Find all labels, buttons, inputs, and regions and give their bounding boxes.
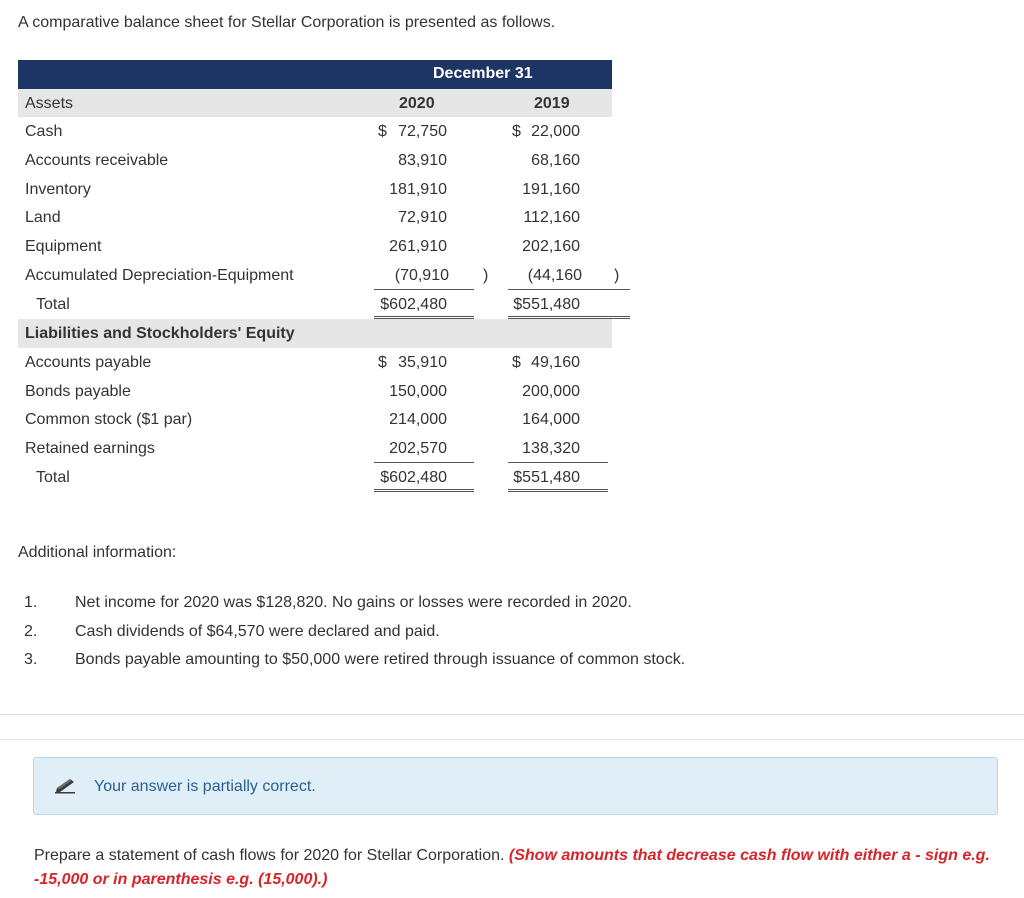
section-divider <box>0 739 1024 740</box>
notice-message: Your answer is partially correct. <box>94 778 316 795</box>
table-row <box>18 203 612 232</box>
close-paren: ) <box>483 266 489 284</box>
additional-info-title: Additional information: <box>18 544 177 561</box>
total-label: Total <box>36 295 70 313</box>
row-label: Common stock ($1 par) <box>25 411 193 429</box>
header-row-years <box>18 89 612 118</box>
table-row <box>18 261 620 290</box>
currency-symbol: $ <box>378 123 387 141</box>
row-label: Land <box>25 209 61 227</box>
close-paren: ) <box>614 266 620 284</box>
table-row <box>18 348 612 377</box>
header-row-december <box>18 60 612 89</box>
total-2020: $602,480 <box>380 295 447 313</box>
currency-symbol: $ <box>512 353 521 371</box>
value-2020: 261,910 <box>389 238 447 256</box>
section-header-liabilities <box>18 319 612 348</box>
value-2019: (44,160 <box>527 266 582 284</box>
section-divider <box>0 714 1024 715</box>
table-row <box>18 405 612 434</box>
value-2020: 72,910 <box>398 209 447 227</box>
question-prompt <box>34 844 1009 892</box>
list-text: Cash dividends of $64,570 were declared and paid. <box>75 622 440 640</box>
double-underline <box>374 489 474 492</box>
value-2019: 202,160 <box>522 238 580 256</box>
value-2019: 68,160 <box>531 152 580 170</box>
row-label: Inventory <box>25 180 91 198</box>
list-text: Net income for 2020 was $128,820. No gains or losses were recorded in 2020. <box>75 594 632 611</box>
table-row-total <box>18 290 612 319</box>
currency-symbol: $ <box>378 353 387 371</box>
double-underline <box>508 316 630 319</box>
row-label: Accounts payable <box>25 353 152 371</box>
row-label: Bonds payable <box>25 382 131 400</box>
row-label: Retained earnings <box>25 439 155 457</box>
value-2019: 191,160 <box>522 180 580 198</box>
assets-heading: Assets <box>25 94 74 112</box>
balance-sheet-table <box>18 60 620 491</box>
table-row <box>18 434 612 463</box>
table-row <box>18 117 612 146</box>
value-2020: (70,910 <box>394 266 449 284</box>
row-label: Equipment <box>25 238 102 256</box>
year-2019-header: 2019 <box>534 94 570 112</box>
list-text: Bonds payable amounting to $50,000 were retired through issuance of common stock. <box>75 651 686 668</box>
list-number: 3. <box>24 651 38 668</box>
row-label: Cash <box>25 123 63 141</box>
value-2020: 202,570 <box>389 439 447 457</box>
value-2020: 35,910 <box>398 353 447 371</box>
december-header: December 31 <box>433 65 533 82</box>
value-2020: 83,910 <box>398 152 447 170</box>
prompt-instruction: (Show amounts that decrease cash flow with either a - sign e.g. -15,000 or in parenthesis e.g. (15,000).) <box>34 847 990 888</box>
value-2019: 112,160 <box>523 209 580 227</box>
list-number: 1. <box>24 594 38 611</box>
liabilities-heading: Liabilities and Stockholders' Equity <box>25 325 295 343</box>
currency-symbol: $ <box>512 123 521 141</box>
value-2019: 22,000 <box>531 123 580 141</box>
total-2020: $602,480 <box>380 468 447 486</box>
value-2020: 72,750 <box>398 123 447 141</box>
value-2019: 200,000 <box>522 382 580 400</box>
answer-status-notice <box>33 757 998 815</box>
double-underline <box>508 489 608 492</box>
row-label: Accounts receivable <box>25 152 169 170</box>
table-row <box>18 146 612 175</box>
table-row-total <box>18 463 612 492</box>
table-row <box>18 232 612 261</box>
value-2019: 49,160 <box>531 353 580 371</box>
table-row <box>18 377 612 406</box>
intro-text: A comparative balance sheet for Stellar Corporation is presented as follows. <box>18 14 556 31</box>
row-label: Accumulated Depreciation-Equipment <box>25 266 294 284</box>
value-2020: 214,000 <box>389 411 447 429</box>
value-2019: 164,000 <box>522 411 580 429</box>
value-2019: 138,320 <box>522 439 580 457</box>
total-2019: $551,480 <box>513 468 580 486</box>
total-label: Total <box>36 468 70 486</box>
year-2020-header: 2020 <box>399 94 435 112</box>
list-number: 2. <box>24 622 38 640</box>
value-2020: 181,910 <box>389 180 447 198</box>
total-2019: $551,480 <box>513 295 580 313</box>
table-row <box>18 175 612 204</box>
value-2020: 150,000 <box>389 382 447 400</box>
pencil-icon <box>54 778 76 794</box>
double-underline <box>374 316 474 319</box>
prompt-text: Prepare a statement of cash flows for 2020 for Stellar Corporation. <box>34 847 509 864</box>
